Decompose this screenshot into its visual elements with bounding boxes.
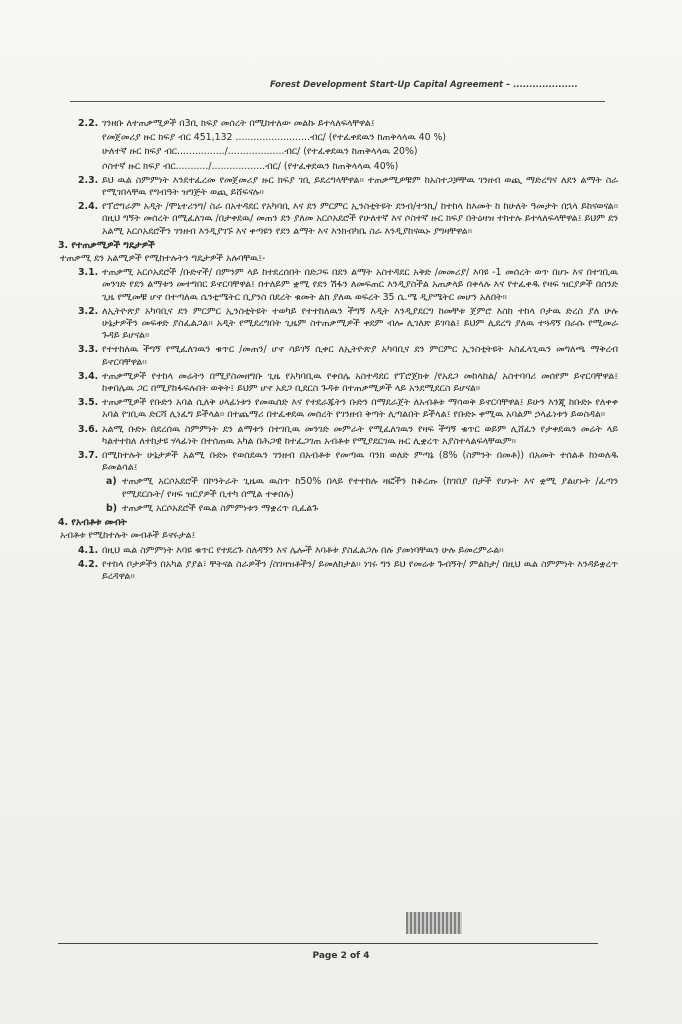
clause-text: ሶስተኛ ዙር ክፍያ ብር.........../..................ብር/ (የተፈቀደዉን ከጠቅላላዉ 40%) — [102, 160, 399, 172]
clause-3-4 — [78, 371, 618, 395]
section-3-intro: ተጠቃሚ ደን አልሚዎች የሚከተሉትን ግዴታዎች አሉባቸዉ፤- — [60, 253, 266, 265]
clause-text: ተጠቃሚዎች የተከላ መሬትን በሚያስመዘግቡ ጊዜ የአካባቢዉ የቀበሌ አስተዳደር የፕሮጀክቱ /የአደጋ መከላከል/ አስተባባሪ መሰየም ይኖርባቸዋል፤ ከቀበሌዉ ጋር በሚያከፋፍሉበት ወቅት፤ ይህም ሆኖ አደጋ ቢደርስ ጉዳቱ በተጠቃሚዎች ላይ አንደሚደርስ ይሆናል። — [102, 370, 618, 395]
clause-text: ለኢትዮጵያ አካባቢና ደን ምርምር ኢንስቲትዩት ተወካይ የተተከለዉን ችግኝ እዲት እንዲያደርግ ከመቸቱ ጀምሮ እስከ ተከላ ቦታዉ ድረስ ያለ ሁሉ ሁኔታዎችን መፍቀድ ያስፈልጋል። አዲት የሚደረግበት ጊዜም ስተጠቃሚዎች ቀደም ብሎ ሊገለጽ ይገባል፤ ይህም ሊደረግ ያለዉ ተጓዳኝ በራሱ የሚመራ ጉዳይ ይሆናል። — [102, 305, 618, 342]
clause-3-1 — [78, 267, 618, 304]
clause-number: 3.5. — [78, 397, 99, 409]
payment-line-2 — [78, 146, 618, 158]
clause-text: የመጀመሪያ ዙር ክፍያ ብር 451,132 .........................ብር/ (የተፈቀደዉን ከጠቅላላዉ 40 %) — [102, 132, 447, 144]
payment-line-3 — [78, 161, 618, 173]
clause-text: ተጠቃሚዎች የቡድን አባል ሲለቅ ሀላፊነቱን የመዉሰድ እና የተደራጁትን ቡድን በማደራጀት ለአብቶቱ ማሳወቅ ይኖርባቸዋል፤ ይሁን እንጂ ከቡድኑ የለቀቀ አባል የገቢዉ ድርሻ ሊነፈግ ይችላል። በተጨማሪ በተፈቀደዉ መሰረት የገንዘብ ቅጣት ሊጣልበት ይችላል፤ የቡድኑ ቀሚዉ አባልም ኃላፊነቱን ይወስዳል። — [102, 397, 618, 421]
subclause-text: ተጠቃሚ አርሶአደሮች በኮንትራት ጊዜዉ ዉስጥ ከ50% በላይ የተተከሉ ዛፎችን ከቆረጡ (ከገበያ በታች የሆኑት እና ቋሚ ያልሆኑት /ፈጣን የሚደርሱት/ የዛፍ ዝርያዎች ቢተካ በሚል ተቀበሉ) — [122, 476, 618, 500]
clause-number: 2.4. — [78, 201, 99, 213]
clause-number — [78, 132, 102, 144]
clause-text: ገንዘቡ ለተጠቃሚዎች በ3ቢ ክፍያ መሰረት በሚከተለው መልኩ ይተላለፍላቸዋል፤ — [102, 118, 375, 129]
clause-text: ሁለተኛ ዙር ክፍያ ብር................/...................ብር/ (የተፈቀደዉን ከጠቅላላዉ 20%) — [102, 146, 418, 158]
clause-number: 3.7. — [78, 450, 99, 462]
clause-3-2 — [78, 306, 618, 343]
clause-number: 2.2. — [78, 118, 99, 129]
clause-3-3 — [78, 344, 618, 368]
clause-number — [78, 146, 102, 158]
clause-text: የተተከለዉ ችግኝ የሚፈለገዉን ቁጥር /መጠን/ ሆኖ ሳይገኝ ሲቀር ለኢትዮጵያ አካባቢና ደን ምርምር ኢንስቲትዩት አስፈላጊዉን መግለጫ ማቅረብ ይኖርባቸዋል። — [102, 344, 618, 368]
clause-number — [78, 161, 102, 173]
clause-3-7 — [78, 450, 618, 474]
clause-number: 2.3. — [78, 174, 99, 186]
section-4-items — [58, 545, 618, 584]
section-4-intro: አብቶቱ የሚከተሉት መብቶች ይኖሩታል፤ — [60, 530, 196, 542]
subclause-b — [106, 503, 618, 515]
clause-4-2 — [78, 559, 618, 583]
stamp-mark — [406, 912, 462, 934]
clause-number: 3.6. — [78, 423, 99, 435]
header-divider — [70, 101, 605, 102]
clause-text: አልሚ ቡድኑ በደረሰዉ ስምምነት ደን ልማቱን በተገቢዉ መንገድ መምራት የሚፈለገዉን የዛፍ ችግኝ ቁጥር ወይም ሊሸፈን የታቀደዉን መሬት ላይ ካልተተከለ ለተከታዩ ሃላፊነት በተሰጠዉ አካል በሕጋዊ ከተፈጋገጠ አብቶቱ የሚያደርገዉ ዙር ሊቋረጥ አያስተላልፍላቸዉም። — [102, 423, 618, 447]
payment-line-1 — [78, 132, 618, 144]
clause-2-2 — [78, 118, 618, 130]
clause-text: የተከላ ቦታዎችን በአካል ያያል፣ ቸትናል ስራዎችን /ስገዛዝቶችን/ ይመለከታል። ነገሩ ግን ይህ የመሬቱ ጉብኝት/ ምልከታ/ በዚህ ዉል ስምምነት እንዳይቋረጥ ይረዳዋል። — [102, 558, 618, 582]
clause-text: የፕሮግራም አዲት /ሞኒተሪንግ/ ስራ በአተዳደር የአካባቢ እና ደን ምርምር ኢንስቲትዩት ደንብ/ተንኪ/ ከተከላ ከእመት ከ ከሁለት ዓመታት በኋላ ይከናወናል። በዚህ ግኝት መሰረት በሚፈለገዉ /በታቀደዉ/ መጠን ደን ያለመ አርሶአደሮች የሁለተኛ እና ሶስተኛ ዙር ክፍያ በትዕዛዝ ተከተሉ ይተላለፍላቸዋል፤ ይህም ደን አልሚ አርሶአደሮችን ገንዘብ እንዲያገኙ እና ቀጣዩን የደን ልማት እና እንክብካቤ ስራ እንዲያከናዉኑ ያግዛቸዋል። — [102, 201, 618, 237]
running-header: Forest Development Start-Up Capital Agreement – .................... — [270, 80, 578, 90]
clause-3-7-subitems — [58, 476, 618, 515]
subclause-letter: b) — [106, 502, 117, 514]
clause-2-3 — [78, 175, 618, 199]
clause-number: 3.2. — [78, 305, 99, 317]
section-4-title: 4. የአብቶቱ መብት — [58, 517, 127, 529]
clause-3-6 — [78, 424, 618, 448]
clause-text: ይህ ዉል ስምምነት እንደተፈረመ የመጀመሪያ ዙር ክፍያ ገቢ ይደረግላቸዋል። ተጠቃሚዎቹም ከአስተጋቻቸዉ ገንዘብ ወጪ ማድረግና ለደን ልማት ስራ የሚገበላቸዉ የግብዓት ዝግጅት ወጪ ይሸፍናሉ። — [102, 174, 618, 199]
section-3-items — [58, 267, 618, 474]
clause-3-5 — [78, 397, 618, 421]
clause-number: 4.1. — [78, 544, 99, 556]
section-2-items — [58, 118, 618, 238]
clause-number: 3.4. — [78, 370, 99, 382]
document-body — [58, 118, 618, 585]
clause-text: ተጠቃሚ አርሶአደሮች /ቡድኖች/ በምንም ላይ ከተደረሰበት በድጋፍ በደን ልማት አስተዳደር አቅድ /መመሪያ/ እባዩ -1 መሰረት ወጥ በሆኑ እና በተገቢዉ መንገድ የደን ልማቱን መተግበር ይኖርባቸዋል፤ በተለይም ቋሚ የደን ሽፋን ለመፍጠር እንዲያስችል አጠቃላይ በቀላሉ እና የተፈቀዱ የዛፍ ዝርያዎች በሰንድ ጊዜ የሚመቹ ሆኖ በተጣለዉ ሴንቲሜትር ቢያንስ በደረት ቁመት ልክ ያለዉ ወፍረት 35 ሴ.ሜ ዲያሜትር መሆን አለበት። — [102, 267, 618, 303]
subclause-text: ተጠቃሚ አርሶአደሮች የዉል ስምምነቱን ማቋረጥ ቢፈልጉ — [122, 502, 319, 514]
section-3-title: 3. የተጠቃሚዎች ግዴታዎች — [58, 239, 155, 251]
clause-number: 3.3. — [78, 344, 99, 356]
subclause-a — [106, 476, 618, 500]
subclause-letter: a) — [106, 476, 117, 488]
clause-number: 4.2. — [78, 558, 99, 570]
footer-divider — [58, 943, 598, 944]
clause-text: በሚከተሉት ሁኔታዎች አልሚ ቡድኑ የወሰደዉን ገንዘብ በአብቶቱ የመጣዉ ባንክ ወለድ ምጣኔ (8% (ስምንት በመቶ)) በአመት ተሰልቶ ከነወለዱ ይመልሳል፤ — [102, 450, 618, 474]
clause-text: በዚህ ዉል ስምምነት እባዩ ቁጥር የተደረጉ ስለዳኝን እና ሌሎች እባቶቱ ያስፈልጋሉ በሉ ያመነባቸዉን ሁሉ ይመረምራል። — [102, 544, 504, 556]
clause-number: 3.1. — [78, 267, 99, 279]
clause-4-1 — [78, 545, 618, 557]
page-number: Page 2 of 4 — [312, 951, 370, 961]
clause-2-4 — [78, 201, 618, 238]
